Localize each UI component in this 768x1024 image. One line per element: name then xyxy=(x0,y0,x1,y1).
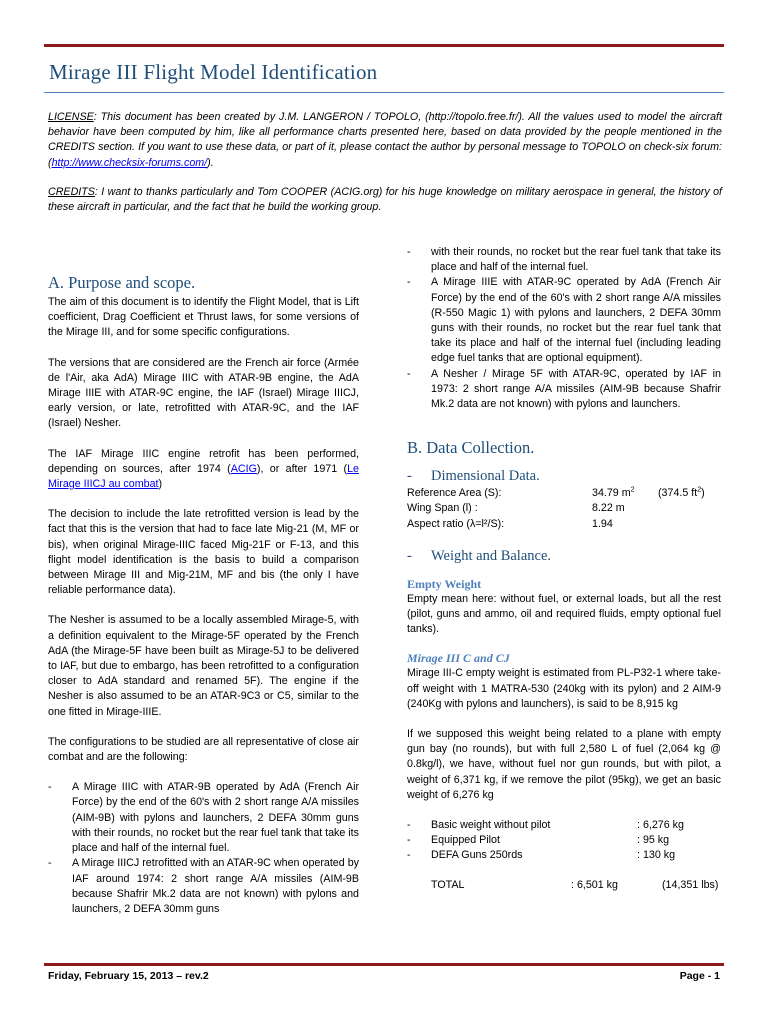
dim-value xyxy=(592,486,652,501)
license-label: LICENSE xyxy=(48,111,94,123)
dim-extra xyxy=(652,486,705,501)
left-column xyxy=(48,273,359,917)
dim-label: Reference Area (S): xyxy=(407,487,502,500)
p3-text-a: The IAF Mirage IIIC engine retrofit has been performed, depending on sources, after 1974 ( xyxy=(48,447,359,475)
list-item: - A Mirage IIIC with ATAR-9B operated by AdA (French Air Force) by the end of the 60's with 2 short range A/A missiles (AIM-9B) with pylons and launchers, 2 DEFA 30mm guns with their rounds, no rocket but the rear fuel tank that take its place and half of the internal fuel. xyxy=(48,780,359,856)
section-b-heading: B. Data Collection. xyxy=(407,438,535,458)
mirage-iiicj-combat-link[interactable]: Le Mirage IIICJ au combat xyxy=(48,462,359,491)
dim-row-area xyxy=(407,486,721,501)
dim-value-sup: 2 xyxy=(630,486,635,494)
weight-row: - DEFA Guns 250rds : 130 kg xyxy=(407,848,721,863)
title-rule xyxy=(44,92,724,93)
right-column xyxy=(407,245,721,893)
configurations-list-cont xyxy=(407,245,721,412)
p3-text-b: ), or after 1971 ( xyxy=(256,462,348,475)
purpose-paragraph-6: The configurations to be studied are all representative of close air combat and are the following: xyxy=(48,735,359,764)
purpose-paragraph-2: The versions that are considered are the French air force (Armée de l'Air, aka AdA) Mirage IIIC with ATAR-9B engine, the AdA Mirage IIIE with ATAR-9C engine, the IAF (Israel) Mirage IIICJ, early version, or late, retrofitted with ATAR-9C, and the IAF (Israel) Nesher. xyxy=(48,356,359,430)
top-rule xyxy=(44,44,724,47)
dim-label: Wing Span (l) : xyxy=(407,502,478,515)
weight-row: - Basic weight without pilot : 6,276 kg xyxy=(407,818,721,833)
dim-row-aspect xyxy=(407,517,721,532)
list-item-cont-text: with their rounds, no rocket but the rear fuel tank that take its place and half of the internal fuel. xyxy=(431,246,721,274)
p3-text-c: ) xyxy=(158,478,163,491)
dim-value: 8.22 m xyxy=(592,502,625,515)
weight-row: - Equipped Pilot : 95 kg xyxy=(407,833,721,848)
dim-value-text: 34.79 m xyxy=(592,487,631,500)
empty-weight-heading: Empty Weight xyxy=(407,576,482,591)
dim-value: 1.94 xyxy=(592,517,613,530)
empty-weight-text: Empty mean here: without fuel, or external loads, but all the rest (pilot, guns and ammo, oil and required fluids, empty optional fuel tanks). xyxy=(407,592,721,636)
configurations-list xyxy=(48,780,359,917)
weight-value: : 6,276 kg xyxy=(637,819,684,832)
total-value: : 6,501 kg xyxy=(571,878,618,891)
mirage-c-cj-text-2: If we supposed this weight being related to a plane with empty gun bay (no rounds), but with full 2,580 L of fuel (2,064 kg @ 0.8kg/l), we have, without fuel nor gun rounds, but with pilot, a weight of 6,371 kg, if we remove the pilot (95kg), we get an basic weight of 6,276 kg xyxy=(407,728,721,801)
dim-extra-text: (374.5 ft xyxy=(658,487,698,500)
purpose-paragraph-4: The decision to include the late retrofitted version is lead by the fact that this is the version that had to face late Mig-21 (M, MF or bis), when original Mirage-IIIC faced Mig-21F or F-13, and this flight model identification is the basis to build a comparison between Mirage III and Mig-21M, MF and bis (the only I have reliable performance data). xyxy=(48,508,359,597)
weight-value: : 95 kg xyxy=(637,834,670,847)
footer-date: Friday, February 15, 2013 – rev.2 xyxy=(48,970,209,982)
credits-paragraph xyxy=(48,185,722,215)
dim-row-span xyxy=(407,501,721,516)
dim-extra-end: ) xyxy=(701,487,705,500)
purpose-paragraph-5: The Nesher is assumed to be a locally assembled Mirage-5, with a definition equivalent to the Mirage-5F operated by the French AdA (the Mirage-5F have been built as Mirage-5J to be delivered to IAF, but due to embargo, has been retrofitted to a configuration closer to AdA standard and renamed 5F). The engine if the Nesher is also assumed to be an ATAR-9C3 or C5, similar to the one fitted in Mirage-IIIE. xyxy=(48,614,359,718)
license-paragraph xyxy=(48,110,722,171)
list-item: - A Nesher / Mirage 5F with ATAR-9C, operated by IAF in 1973: 2 short range A/A missiles (AIM-9B because Shafrir Mk.2 data are not known) with pylons and launchers. xyxy=(407,367,721,413)
weight-label: Equipped Pilot xyxy=(431,834,500,847)
dimensional-data-heading: - Dimensional Data. xyxy=(407,468,540,485)
license-text-end: ). xyxy=(207,156,214,169)
total-label: TOTAL xyxy=(431,878,465,891)
total-row xyxy=(407,878,721,893)
purpose-paragraph-1: The aim of this document is to identify the Flight Model, that is Lift coefficient, Drag Coefficient et Thrust laws, for some versions of the Mirage III, and for some specific configurations. xyxy=(48,296,359,339)
dim-extra-sup: 2 xyxy=(697,486,702,494)
credits-text: : I want to thanks particularly and Tom COOPER (ACIG.org) for his huge knowledge on military aerospace in general, the history of these aircraft in particular, and the fact that he build the working group. xyxy=(48,186,722,214)
mirage-c-cj-text-1: Mirage III-C empty weight is estimated from PL-P32-1 where take-off weight with 1 MATRA-530 (240kg with its pylon) and 2 AIM-9 (240Kg with pylons and launchers), is said to be 8,915 kg xyxy=(407,667,721,710)
dim-label: Aspect ratio (λ=l²/S): xyxy=(407,517,505,530)
checksix-link[interactable]: http://www.checksix-forums.com/ xyxy=(51,156,208,169)
list-item: - A Mirage IIICJ retrofitted with an ATAR-9C when operated by IAF around 1974: 2 short range A/A missiles (AIM-9B because Shafrir Mk.2 data are not known) with pylons and launchers, 2 DEFA 30mm guns xyxy=(48,856,359,917)
footer-rule xyxy=(44,963,724,966)
list-item: - A Mirage IIIE with ATAR-9C operated by AdA (French Air Force) by the end of the 60's with 2 short range A/A missiles (R-550 Magic 1) with pylons and launchers, 2 DEFA 30mm guns with their rounds, no rocket but the rear fuel tank that take its place and half of the internal fuel (including leading edge fuel tanks that are optional equipment). xyxy=(407,275,721,366)
acig-link[interactable]: ACIG xyxy=(230,462,257,475)
weight-balance-heading: - Weight and Balance. xyxy=(407,547,552,564)
weight-label: Basic weight without pilot xyxy=(431,819,551,832)
page-title: Mirage III Flight Model Identification xyxy=(49,60,378,84)
mirage-c-cj-heading: Mirage III C and CJ xyxy=(407,651,510,666)
weight-balance-title: Weight and Balance. xyxy=(431,547,552,564)
purpose-paragraph-3 xyxy=(48,447,359,493)
weight-value: : 130 kg xyxy=(637,849,676,862)
section-a-heading: A. Purpose and scope. xyxy=(48,273,196,292)
list-item-continued xyxy=(407,245,721,275)
dimensional-data-title: Dimensional Data. xyxy=(431,468,540,485)
license-text: : This document has been created by J.M. LANGERON / TOPOLO, (http://topolo.free.fr/). All the values used to model the aircraft behavior have been computed by him, like all performance charts presented here, based on data provided by the people mentioned in the CREDITS section. If you want to use these data, or part of it, please contact the author by personal message to TOPOLO on check-six forum: ( xyxy=(48,111,722,169)
footer-page-number: Page - 1 xyxy=(679,970,720,982)
total-lbs: (14,351 lbs) xyxy=(662,878,719,891)
credits-label: CREDITS xyxy=(48,186,95,198)
weight-label: DEFA Guns 250rds xyxy=(431,849,523,862)
